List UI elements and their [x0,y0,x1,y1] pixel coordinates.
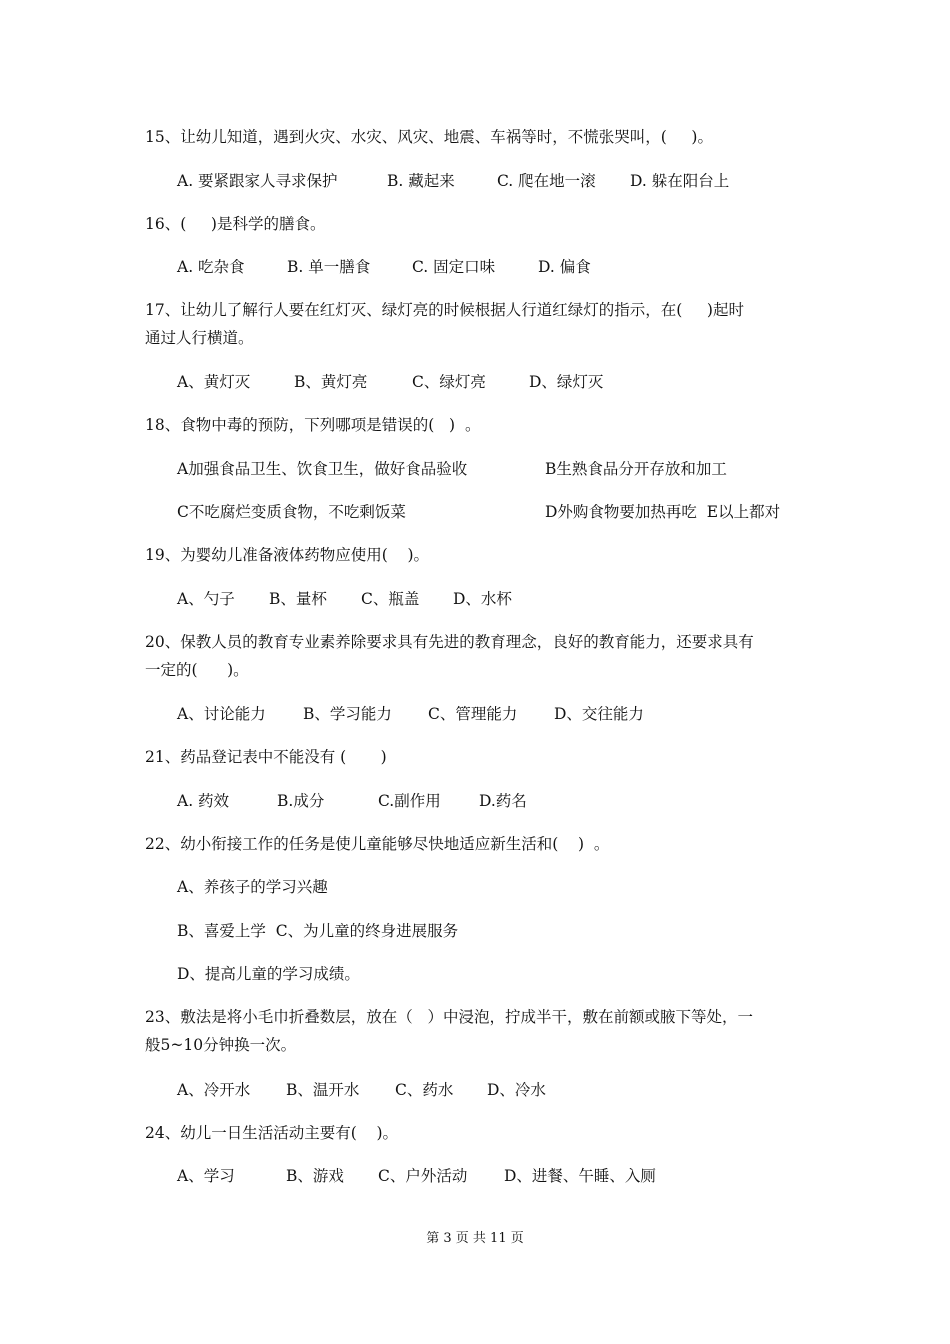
question-21-option-a: A. 药效 [177,792,230,810]
question-21-option-c: C.副作用 [378,792,441,810]
question-15-option-d: D. 躲在阳台上 [630,172,730,190]
question-15-option-a: A. 要紧跟家人寻求保护 [177,172,338,190]
question-16-option-b: B. 单一膳食 [287,258,371,276]
question-18-option-b: B生熟食品分开存放和加工 [545,460,727,478]
question-17-stem-line1: 17、让幼儿了解行人要在红灯灭、绿灯亮的时候根据人行道红绿灯的指示，在( )起时 [145,301,744,319]
question-18-stem: 18、食物中毒的预防，下列哪项是错误的( ) 。 [145,416,481,434]
question-16-stem: 16、( )是科学的膳食。 [145,215,326,233]
question-19-option-a: A、勺子 [177,590,235,608]
question-15-option-c: C. 爬在地一滚 [497,172,596,190]
question-16-option-a: A. 吃杂食 [177,258,245,276]
question-20-option-c: C、管理能力 [428,705,518,723]
question-19-stem: 19、为婴幼儿准备液体药物应使用( )。 [145,546,430,564]
question-17-stem-line2: 通过人行横道。 [145,329,254,347]
question-18-option-d: D外购食物要加热再吃 E以上都对 [545,503,781,521]
question-23-option-d: D、冷水 [487,1081,546,1099]
question-20-option-d: D、交往能力 [554,705,644,723]
question-16-option-c: C. 固定口味 [412,258,496,276]
question-23-option-a: A、冷开水 [177,1081,251,1099]
question-19-option-c: C、瓶盖 [361,590,420,608]
question-24-stem: 24、幼儿一日生活活动主要有( )。 [145,1124,399,1142]
question-18-option-c: C不吃腐烂变质食物，不吃剩饭菜 [177,503,406,521]
question-19-option-d: D、水杯 [453,590,512,608]
question-24-option-a: A、学习 [177,1167,235,1185]
question-17-option-c: C、绿灯亮 [412,373,486,391]
question-18-option-a: A加强食品卫生、饮食卫生，做好食品验收 [177,460,468,478]
question-17-option-d: D、绿灯灭 [529,373,604,391]
question-22-option-d: D、提高儿童的学习成绩。 [177,965,360,983]
question-17-option-a: A、黄灯灭 [177,373,251,391]
question-23-option-b: B、温开水 [286,1081,360,1099]
question-21-stem: 21、药品登记表中不能没有 ( ) [145,748,387,766]
page-footer: 第 3 页 共 11 页 [426,1231,524,1246]
question-23-stem-line1: 23、敷法是将小毛巾折叠数层，放在（ ）中浸泡，拧成半干，敷在前额或腋下等处，一 [145,1008,754,1026]
question-19-option-b: B、量杯 [269,590,327,608]
question-17-option-b: B、黄灯亮 [294,373,368,391]
question-20-stem-line2: 一定的( )。 [145,661,249,679]
question-23-stem-line2: 般5~10分钟换一次。 [145,1036,297,1054]
question-21-option-b: B.成分 [277,792,325,810]
question-20-stem-line1: 20、保教人员的教育专业素养除要求具有先进的教育理念，良好的教育能力，还要求具有 [145,633,754,651]
question-24-option-d: D、进餐、午睡、入厕 [504,1167,656,1185]
question-21-option-d: D.药名 [479,792,527,810]
question-16-option-d: D. 偏食 [538,258,591,276]
question-24-option-c: C、户外活动 [378,1167,468,1185]
question-22-option-bc: B、喜爱上学 C、为儿童的终身进展服务 [177,922,459,940]
question-23-option-c: C、药水 [395,1081,454,1099]
question-20-option-a: A、讨论能力 [177,705,266,723]
question-15-option-b: B. 藏起来 [387,172,455,190]
question-15-stem: 15、让幼儿知道，遇到火灾、水灾、风灾、地震、车祸等时，不慌张哭叫，( )。 [145,128,713,146]
question-20-option-b: B、学习能力 [303,705,392,723]
question-24-option-b: B、游戏 [286,1167,344,1185]
question-22-stem: 22、幼小衔接工作的任务是使儿童能够尽快地适应新生活和( ) 。 [145,835,610,853]
question-22-option-a: A、养孩子的学习兴趣 [177,878,328,896]
